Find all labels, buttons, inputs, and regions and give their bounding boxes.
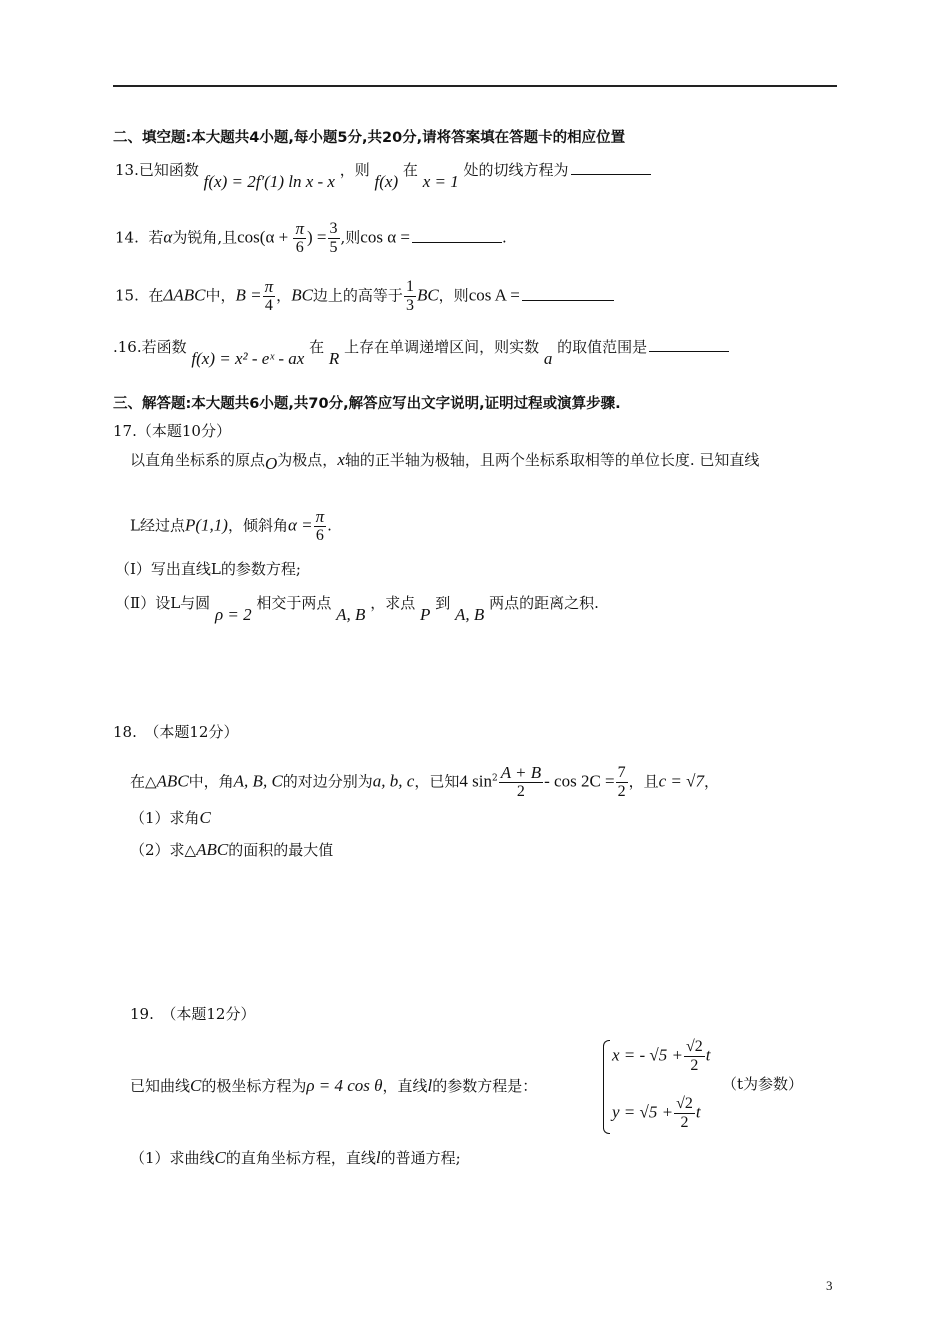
q19-text: 的参数方程是：	[432, 1077, 538, 1095]
q18-ABC: ABC	[156, 771, 189, 791]
q19-rho: ρ = 4 cos θ	[306, 1076, 383, 1095]
q17-text: （Ⅱ）设L与圆	[115, 594, 211, 612]
q19-header: 19. （本题12分）	[130, 1005, 256, 1023]
q18-line1	[130, 764, 719, 801]
q17-x: x	[337, 450, 345, 469]
q13-text: 处的切线方程为	[463, 161, 569, 179]
frac-num: A + B	[500, 763, 542, 782]
question-13	[115, 160, 651, 191]
q17-part1: （Ⅰ）写出直线L的参数方程;	[115, 560, 301, 578]
q15-frac-pi4	[263, 278, 276, 315]
q19-text: （1）求曲线	[130, 1149, 215, 1167]
q18-frac-72	[616, 764, 628, 801]
q17-O: O	[265, 454, 278, 473]
frac-num: √2	[676, 1095, 693, 1112]
frac-num: 3	[329, 220, 338, 237]
q15-triangle: ΔABC	[163, 285, 206, 305]
q13-number: 13.	[115, 161, 139, 179]
answer-blank	[649, 337, 729, 352]
frac-num: √2	[685, 1038, 703, 1055]
q17-text: ，倾斜角	[227, 516, 288, 535]
answer-blank	[522, 286, 614, 301]
q18-text: 的面积的最大值	[228, 841, 334, 859]
q18-4sin: 4 sin	[459, 771, 492, 791]
answer-blank	[571, 160, 651, 175]
section3-heading: 三、解答题:本大题共6小题,共70分,解答应写出文字说明,证明过程或演算步骤.	[113, 396, 621, 412]
q15-cosA: cos A =	[468, 285, 520, 305]
frac-den: 2	[617, 783, 626, 800]
q17-line1	[130, 450, 760, 473]
q17-text: 到	[435, 594, 451, 612]
q15-B: B =	[235, 285, 262, 305]
q15-text: 在	[148, 286, 164, 305]
q18-square: 2	[491, 773, 498, 784]
q14-text: ,则	[340, 228, 361, 247]
q19-eq-x-lhs: x = - √5 +	[612, 1045, 683, 1065]
q13-text: ，则	[339, 161, 370, 179]
q13-x1: x = 1	[422, 172, 459, 191]
frac-den: 4	[264, 297, 273, 314]
header-rule	[113, 85, 837, 87]
q14-text: 若	[148, 228, 164, 247]
q18-text: 的对边分别为	[282, 772, 373, 791]
system-brace	[603, 1040, 610, 1134]
q14-text: 为锐角,且	[172, 228, 238, 247]
q17-text: 为极点，	[277, 451, 338, 469]
frac-den: 6	[295, 239, 304, 256]
frac-den: 2	[690, 1057, 699, 1074]
q19-t: t	[705, 1045, 711, 1065]
q18-text: （2）求△	[130, 841, 197, 859]
q14-eq: ) =	[307, 227, 327, 247]
q15-text: ，	[276, 286, 292, 305]
q18-C: C	[199, 808, 211, 827]
frac-den: 5	[329, 239, 338, 256]
frac-num: 7	[617, 764, 626, 781]
question-15	[115, 278, 614, 315]
q18-c: c = √7	[658, 771, 704, 791]
q19-part1	[130, 1148, 461, 1168]
q17-P: P(1,1)	[184, 515, 228, 535]
q19-t: t	[695, 1102, 701, 1122]
q18-cos2c: - cos 2C =	[544, 771, 615, 791]
q14-frac-35	[328, 220, 340, 257]
q17-AB2: A, B	[455, 605, 485, 624]
q15-text: 中，	[205, 286, 236, 305]
q18-part2	[130, 840, 333, 860]
q19-eq-y-lhs: y = √5 +	[612, 1102, 674, 1122]
frac-num: 1	[405, 278, 414, 295]
q18-text: ，	[704, 772, 720, 791]
q15-frac-13	[404, 278, 416, 315]
q19-text: 已知曲线	[130, 1077, 191, 1095]
q19-param-note: （t为参数）	[722, 1075, 804, 1093]
q19-line1	[130, 1076, 537, 1096]
q17-Pt: P	[420, 605, 431, 624]
q17-alpha: α =	[287, 515, 313, 535]
q18-text: ，且	[628, 772, 659, 791]
q19-frac-sqrt2	[684, 1038, 705, 1075]
q16-text: 的取值范围是	[557, 338, 648, 356]
q17-header: 17.（本题10分）	[113, 422, 231, 440]
q16-text: 在	[309, 338, 325, 356]
q19-eq-x	[612, 1038, 711, 1075]
q17-text: L经过点	[130, 516, 185, 535]
q18-abc: a, b, c	[372, 771, 415, 791]
q17-text: 相交于两点	[256, 594, 332, 612]
q18-text: （1）求角	[130, 809, 200, 827]
q13-fx: f(x)	[374, 172, 399, 191]
q19-frac-sqrt2	[674, 1095, 695, 1132]
q16-text: 若函数	[141, 338, 187, 356]
q18-text: 在△	[130, 772, 157, 791]
section2-heading: 二、填空题:本大题共4小题,每小题5分,共20分,请将答案填在答题卡的相应位置	[113, 130, 626, 146]
q17-part2	[115, 593, 599, 624]
q13-text: 在	[402, 161, 418, 179]
q19-C: C	[214, 1148, 226, 1167]
q15-BC: BC	[291, 285, 313, 305]
q19-C: C	[190, 1076, 202, 1095]
q17-rho: ρ = 2	[214, 605, 252, 624]
q19-text: 的普通方程;	[380, 1149, 461, 1167]
frac-num: π	[295, 219, 304, 238]
frac-den: 2	[680, 1114, 689, 1131]
q14-alpha: α	[163, 227, 173, 247]
q19-text: 的极坐标方程为	[201, 1077, 307, 1095]
q17-text: 以直角坐标系的原点	[130, 451, 266, 469]
q15-BC2: BC	[416, 285, 439, 305]
q18-text: ，已知	[414, 772, 460, 791]
q14-end: .	[501, 228, 507, 247]
q18-header: 18. （本题12分）	[113, 723, 239, 741]
q13-function: f(x) = 2f′(1) ln x - x	[203, 172, 335, 191]
q18-ABC: ABC	[196, 840, 229, 859]
q18-frac-ab2	[499, 764, 543, 801]
q13-text: 已知函数	[138, 161, 199, 179]
q14-cos: cos(α +	[237, 227, 293, 247]
q17-text: 两点的距离之积.	[489, 594, 599, 612]
frac-den: 3	[405, 297, 414, 314]
q17-frac-pi6	[314, 508, 327, 545]
q19-text: ，直线	[382, 1077, 428, 1095]
q19-l: l	[375, 1148, 381, 1167]
q14-frac-pi6	[293, 220, 306, 257]
page-number: 3	[826, 1278, 833, 1293]
q17-line2	[130, 508, 332, 545]
frac-num: π	[264, 277, 274, 296]
q17-text: ，求点	[370, 594, 416, 612]
q15-number: 15.	[115, 286, 139, 305]
q18-text: 中，角	[188, 772, 234, 791]
question-14	[115, 220, 507, 257]
q17-end: .	[327, 516, 332, 535]
q14-cosalpha: cos α =	[360, 227, 410, 247]
q19-eq-y	[612, 1095, 701, 1132]
q16-function: f(x) = x² - eˣ - ax	[191, 349, 305, 368]
frac-num: π	[315, 507, 325, 526]
answer-blank	[412, 228, 502, 243]
q17-text: 轴的正半轴为极轴，且两个坐标系取相等的单位长度. 已知直线	[344, 451, 760, 469]
q18-part1	[130, 808, 211, 828]
q19-text: 的直角坐标方程，直线	[225, 1149, 376, 1167]
q15-text: ，则	[438, 286, 469, 305]
frac-den: 2	[516, 783, 525, 800]
frac-den: 6	[315, 527, 324, 544]
q16-a: a	[543, 349, 553, 368]
q17-AB: A, B	[336, 605, 366, 624]
q15-text: 边上的高等于	[312, 286, 403, 305]
question-16	[113, 337, 729, 368]
q16-R: R	[328, 349, 340, 368]
q18-ABC2: A, B, C	[233, 771, 283, 791]
q14-number: 14.	[115, 228, 139, 247]
q16-number: .16.	[113, 338, 142, 356]
q19-l: l	[427, 1076, 433, 1095]
q16-text: 上存在单调递增区间，则实数	[344, 338, 540, 356]
